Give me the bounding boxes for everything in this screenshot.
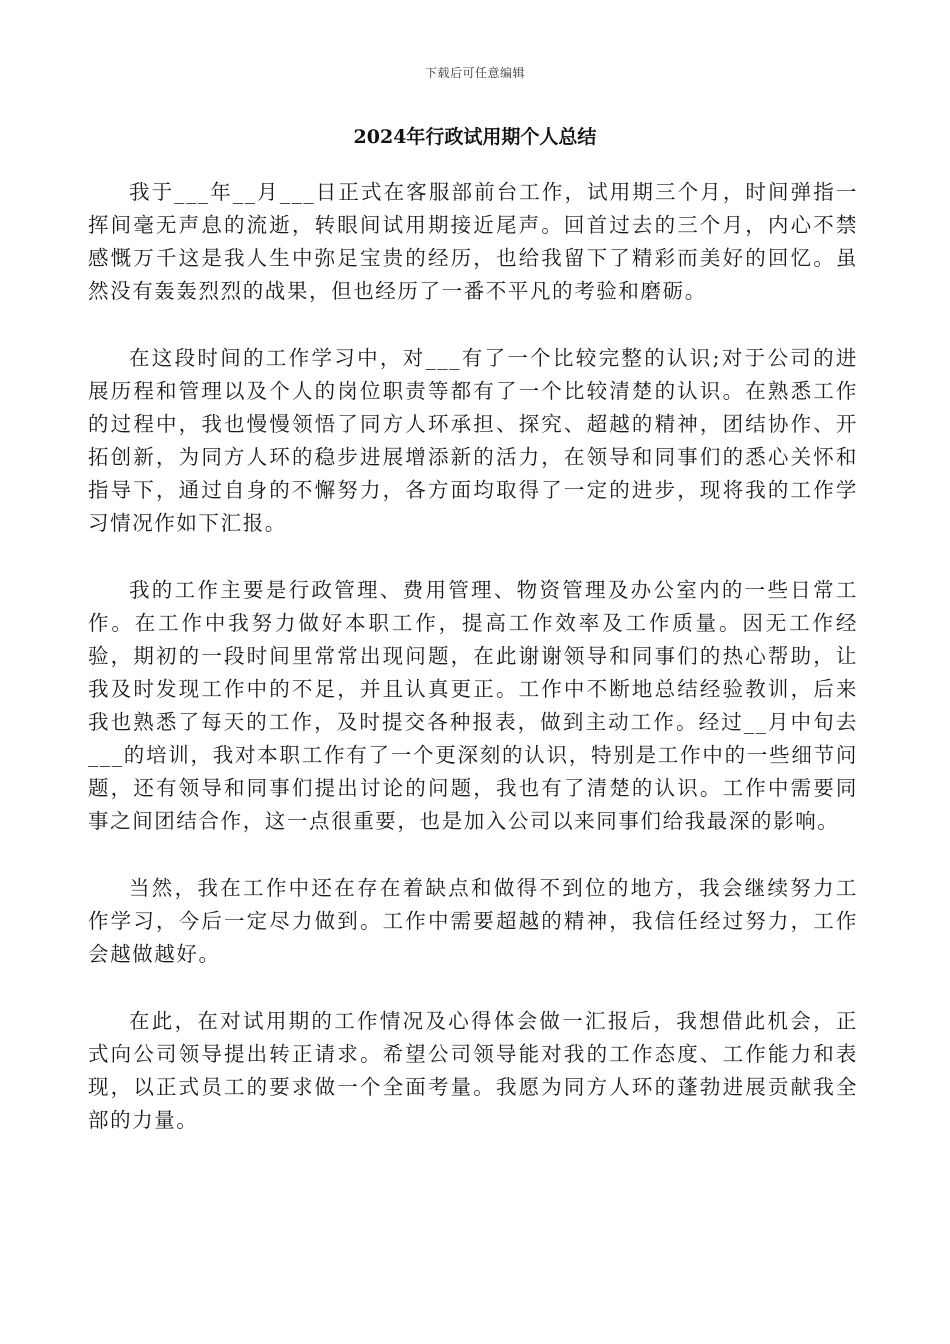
paragraph-3: 我的工作主要是行政管理、费用管理、物资管理及办公室内的一些日常工作。在工作中我努力做好本职工作，提高工作效率及工作质量。因无工作经验，期初的一段时间里常常出现问题，在此谢谢领导和同事们的热心帮助，让我及时发现工作中的不足，并且认真更正。工作中不断地总结经验教训，后来我也熟悉了每天的工作，及时提交各种报表，做到主动工作。经过__月中旬去___的培训，我对本职工作有了一个更深刻的认识，特别是工作中的一些细节问题，还有领导和同事们提出讨论的问题，我也有了清楚的认识。工作中需要同事之间团结合作，这一点很重要，也是加入公司以来同事们给我最深的影响。 [88, 578, 858, 833]
paragraph-5: 在此，在对试用期的工作情况及心得体会做一汇报后，我想借此机会，正式向公司领导提出转正请求。希望公司领导能对我的工作态度、工作能力和表现，以正式员工的要求做一个全面考量。我愿为同方人环的蓬勃进展贡献我全部的力量。 [88, 1009, 858, 1132]
header-note: 下载后可任意编辑 [424, 66, 525, 80]
paragraph-1: 我于___年__月___日正式在客服部前台工作，试用期三个月，时间弹指一挥间毫无声息的流逝，转眼间试用期接近尾声。回首过去的三个月，内心不禁感慨万千这是我人生中弥足宝贵的经历，也给我留下了精彩而美好的回忆。虽然没有轰轰烈烈的战果，但也经历了一番不平凡的考验和磨砺。 [88, 180, 858, 303]
document-body [88, 176, 858, 1171]
paragraph-2: 在这段时间的工作学习中，对___有了一个比较完整的认识;对于公司的进展历程和管理以及个人的岗位职责等都有了一个比较清楚的认识。在熟悉工作的过程中，我也慢慢领悟了同方人环承担、探究、超越的精神，团结协作、开拓创新，为同方人环的稳步进展增添新的活力，在领导和同事们的悉心关怀和指导下，通过自身的不懈努力，各方面均取得了一定的进步，现将我的工作学习情况作如下汇报。 [88, 346, 858, 535]
paragraph-4: 当然，我在工作中还在存在着缺点和做得不到位的地方，我会继续努力工作学习，今后一定尽力做到。工作中需要超越的精神，我信任经过努力，工作会越做越好。 [88, 876, 858, 966]
document-title: 2024年行政试用期个人总结 [353, 126, 597, 148]
